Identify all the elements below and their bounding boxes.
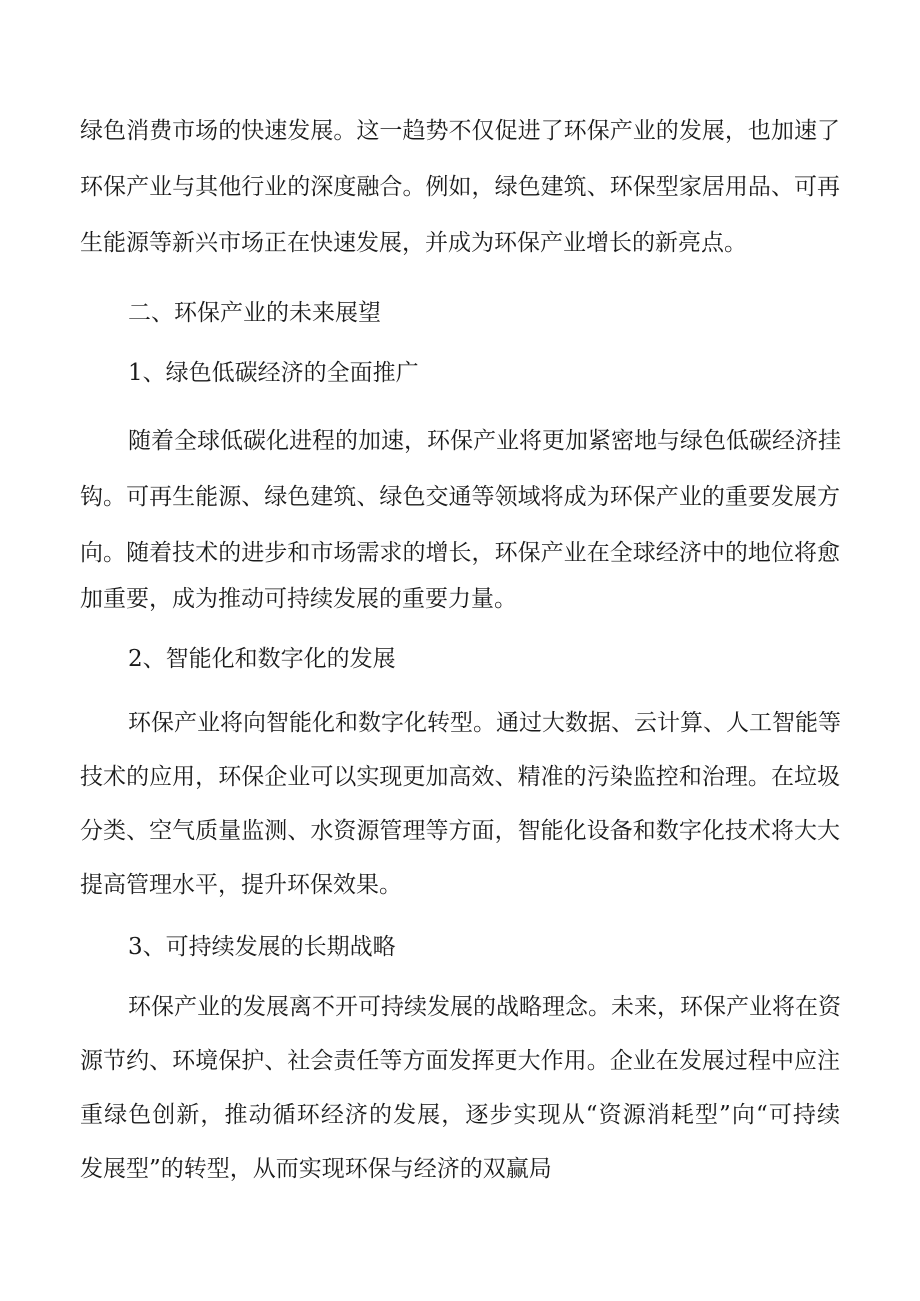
body-text-line: 环保产业与其他行业的深度融合。例如，绿色建筑、环保型家居用品、可再 [80,174,840,200]
body-text-line: 加重要，成为推动可持续发展的重要力量。 [80,586,517,612]
body-text-line: 钩。可再生能源、绿色建筑、绿色交通等领域将成为环保产业的重要发展方 [80,484,840,510]
body-text-line: 生能源等新兴市场正在快速发展，并成为环保产业增长的新亮点。 [80,230,747,256]
body-text-line: 发展型”的转型，从而实现环保与经济的双赢局 [80,1156,552,1182]
body-text-line: 环保产业将向智能化和数字化转型。通过大数据、云计算、人工智能等 [128,710,841,736]
subsection-heading: 1、绿色低碳经济的全面推广 [128,360,419,386]
body-text-line: 源节约、环境保护、社会责任等方面发挥更大作用。企业在发展过程中应注 [80,1048,840,1074]
body-text-line: 向。随着技术的进步和市场需求的增长，环保产业在全球经济中的地位将愈 [80,540,840,566]
body-text-line: 技术的应用，环保企业可以实现更加高效、精准的污染监控和治理。在垃圾 [80,764,840,790]
body-text-line: 分类、空气质量监测、水资源管理等方面，智能化设备和数字化技术将大大 [80,818,840,844]
body-text-line: 重绿色创新，推动循环经济的发展，逐步实现从“资源消耗型”向“可持续 [80,1102,840,1128]
body-text-line: 随着全球低碳化进程的加速，环保产业将更加紧密地与绿色低碳经济挂 [128,428,841,454]
section-heading: 二、环保产业的未来展望 [128,300,381,326]
body-text-line: 环保产业的发展离不开可持续发展的战略理念。未来，环保产业将在资 [128,994,841,1020]
body-text-line: 提高管理水平，提升环保效果。 [80,872,402,898]
subsection-heading: 2、智能化和数字化的发展 [128,646,396,672]
subsection-heading: 3、可持续发展的长期战略 [128,934,396,960]
body-text-line: 绿色消费市场的快速发展。这一趋势不仅促进了环保产业的发展，也加速了 [80,118,840,144]
